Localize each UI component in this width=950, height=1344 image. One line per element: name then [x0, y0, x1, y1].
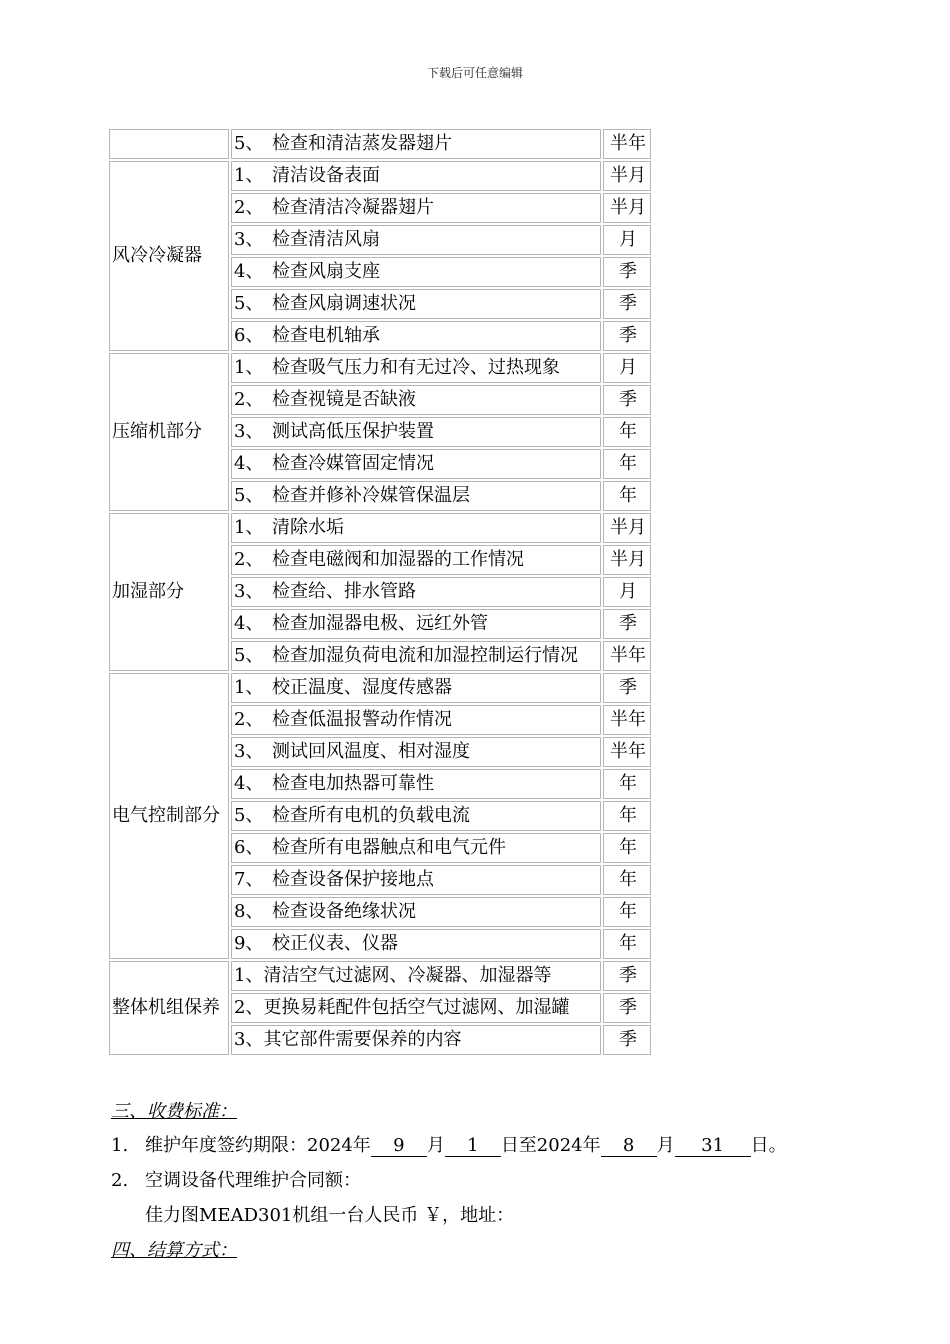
item-text: 校正仪表、仪器 [272, 933, 398, 954]
item-cell [231, 385, 601, 415]
item-number: 5、 [234, 293, 264, 314]
frequency-cell: 年 [603, 929, 651, 959]
page-header: 下载后可任意编辑 [426, 66, 523, 80]
item-cell [231, 865, 601, 895]
item-cell [231, 673, 601, 703]
item-number: 1. [111, 1135, 129, 1156]
item-text: 检查并修补冷媒管保温层 [272, 485, 470, 506]
period-to-label: 日至2024年 [500, 1135, 601, 1156]
item-number: 2、 [234, 197, 264, 218]
contract-amount-label: 空调设备代理维护合同额： [145, 1170, 361, 1191]
item-cell [231, 705, 601, 735]
frequency-cell: 月 [603, 353, 651, 383]
item-number: 3、 [234, 741, 264, 762]
contract-amount-line [111, 1166, 361, 1192]
item-text: 检查风扇支座 [272, 261, 380, 282]
end-month-field: 8 [601, 1136, 657, 1157]
item-text: 检查电机轴承 [272, 325, 380, 346]
item-cell [231, 161, 601, 191]
category-cell: 电气控制部分 [109, 673, 229, 959]
frequency-cell: 年 [603, 769, 651, 799]
month-label-2: 月 [656, 1135, 675, 1156]
frequency-cell: 季 [603, 673, 651, 703]
frequency-cell: 半月 [603, 161, 651, 191]
item-cell [231, 417, 601, 447]
item-text: 检查给、排水管路 [272, 581, 416, 602]
day-end-label: 日。 [750, 1135, 787, 1156]
item-number: 1、 [234, 517, 264, 538]
item-text: 检查电磁阀和加湿器的工作情况 [272, 549, 524, 570]
item-cell [231, 897, 601, 927]
item-text: 检查清洁冷凝器翅片 [272, 197, 434, 218]
item-cell [231, 993, 601, 1023]
item-cell [231, 225, 601, 255]
item-number: 4、 [234, 261, 264, 282]
frequency-cell: 半年 [603, 737, 651, 767]
item-cell [231, 833, 601, 863]
frequency-cell: 月 [603, 577, 651, 607]
frequency-cell: 年 [603, 417, 651, 447]
item-text: 测试高低压保护装置 [272, 421, 434, 442]
contract-period-line [111, 1131, 787, 1157]
item-cell [231, 961, 601, 991]
item-number: 3、 [234, 581, 264, 602]
item-text: 清除水垢 [272, 517, 344, 538]
frequency-cell: 季 [603, 993, 651, 1023]
item-cell [231, 577, 601, 607]
item-number: 5、 [234, 805, 264, 826]
frequency-cell: 季 [603, 609, 651, 639]
item-text: 3、其它部件需要保养的内容 [234, 1029, 462, 1050]
frequency-cell: 年 [603, 801, 651, 831]
frequency-cell: 半月 [603, 193, 651, 223]
frequency-cell: 季 [603, 1025, 651, 1055]
item-cell [231, 449, 601, 479]
item-number: 6、 [234, 837, 264, 858]
item-text: 检查低温报警动作情况 [272, 709, 452, 730]
frequency-cell: 年 [603, 833, 651, 863]
month-label: 月 [426, 1135, 445, 1156]
item-text: 检查设备绝缘状况 [272, 901, 416, 922]
item-cell [231, 641, 601, 671]
table-row [109, 673, 651, 703]
frequency-cell: 季 [603, 257, 651, 287]
item-text: 清洁设备表面 [272, 165, 380, 186]
table-row [109, 353, 651, 383]
item-number: 9、 [234, 933, 264, 954]
item-cell [231, 289, 601, 319]
frequency-cell: 季 [603, 385, 651, 415]
item-text: 检查加湿负荷电流和加湿控制运行情况 [272, 645, 578, 666]
item-cell [231, 353, 601, 383]
frequency-cell: 半月 [603, 545, 651, 575]
item-cell [231, 129, 601, 159]
item-cell [231, 801, 601, 831]
item-cell [231, 609, 601, 639]
item-number: 4、 [234, 773, 264, 794]
item-text: 检查和清洁蒸发器翅片 [272, 133, 452, 154]
item-text: 检查视镜是否缺液 [272, 389, 416, 410]
frequency-cell: 季 [603, 961, 651, 991]
item-cell [231, 1025, 601, 1055]
frequency-cell: 年 [603, 481, 651, 511]
item-number: 3、 [234, 421, 264, 442]
item-cell [231, 481, 601, 511]
start-day-field: 1 [445, 1136, 501, 1157]
frequency-cell: 年 [603, 449, 651, 479]
table-row [109, 161, 651, 191]
category-cell: 加湿部分 [109, 513, 229, 671]
item-text: 检查冷媒管固定情况 [272, 453, 434, 474]
item-number: 1、 [234, 357, 264, 378]
item-number: 4、 [234, 613, 264, 634]
item-text: 检查设备保护接地点 [272, 869, 434, 890]
category-cell: 整体机组保养 [109, 961, 229, 1055]
item-text: 检查清洁风扇 [272, 229, 380, 250]
item-number: 1、 [234, 677, 264, 698]
item-text: 测试回风温度、相对湿度 [272, 741, 470, 762]
table-row [109, 129, 651, 159]
item-number: 1、 [234, 165, 264, 186]
item-number: 5、 [234, 645, 264, 666]
frequency-cell: 月 [603, 225, 651, 255]
item-text: 检查加湿器电极、远红外管 [272, 613, 488, 634]
frequency-cell: 年 [603, 897, 651, 927]
period-label: 维护年度签约期限：2024年 [145, 1135, 371, 1156]
table-row [109, 513, 651, 543]
category-cell [109, 129, 229, 159]
section-3-title: 三、收费标准： [111, 1101, 237, 1122]
item-cell [231, 545, 601, 575]
frequency-cell: 季 [603, 289, 651, 319]
item-cell [231, 257, 601, 287]
item-cell [231, 193, 601, 223]
category-cell: 压缩机部分 [109, 353, 229, 511]
item-text: 2、更换易耗配件包括空气过滤网、加湿罐 [234, 997, 570, 1018]
start-month-field: 9 [371, 1136, 427, 1157]
item-text: 检查电加热器可靠性 [272, 773, 434, 794]
item-number: 2、 [234, 389, 264, 410]
item-number-2: 2. [111, 1170, 129, 1191]
item-number: 5、 [234, 133, 264, 154]
item-cell [231, 929, 601, 959]
item-number: 2、 [234, 549, 264, 570]
item-cell [231, 737, 601, 767]
frequency-cell: 半年 [603, 641, 651, 671]
item-cell [231, 513, 601, 543]
item-text: 检查所有电机的负载电流 [272, 805, 470, 826]
item-number: 4、 [234, 453, 264, 474]
item-number: 7、 [234, 869, 264, 890]
item-number: 2、 [234, 709, 264, 730]
frequency-cell: 季 [603, 321, 651, 351]
section-4-title: 四、结算方式： [111, 1240, 237, 1261]
frequency-cell: 半年 [603, 705, 651, 735]
maintenance-table [107, 127, 653, 1057]
item-text: 校正温度、湿度传感器 [272, 677, 452, 698]
frequency-cell: 年 [603, 865, 651, 895]
category-cell: 风冷冷凝器 [109, 161, 229, 351]
unit-price-line: 佳力图MEAD301机组一台人民币 ￥，地址： [145, 1205, 515, 1226]
item-number: 5、 [234, 485, 264, 506]
item-number: 6、 [234, 325, 264, 346]
item-cell [231, 321, 601, 351]
item-number: 8、 [234, 901, 264, 922]
item-text: 检查所有电器触点和电气元件 [272, 837, 506, 858]
frequency-cell: 半月 [603, 513, 651, 543]
item-text: 检查风扇调速状况 [272, 293, 416, 314]
item-text: 1、清洁空气过滤网、冷凝器、加湿器等 [234, 965, 552, 986]
item-cell [231, 769, 601, 799]
table-row [109, 961, 651, 991]
frequency-cell: 半年 [603, 129, 651, 159]
item-text: 检查吸气压力和有无过冷、过热现象 [272, 357, 560, 378]
end-day-field: 31 [675, 1136, 751, 1157]
item-number: 3、 [234, 229, 264, 250]
